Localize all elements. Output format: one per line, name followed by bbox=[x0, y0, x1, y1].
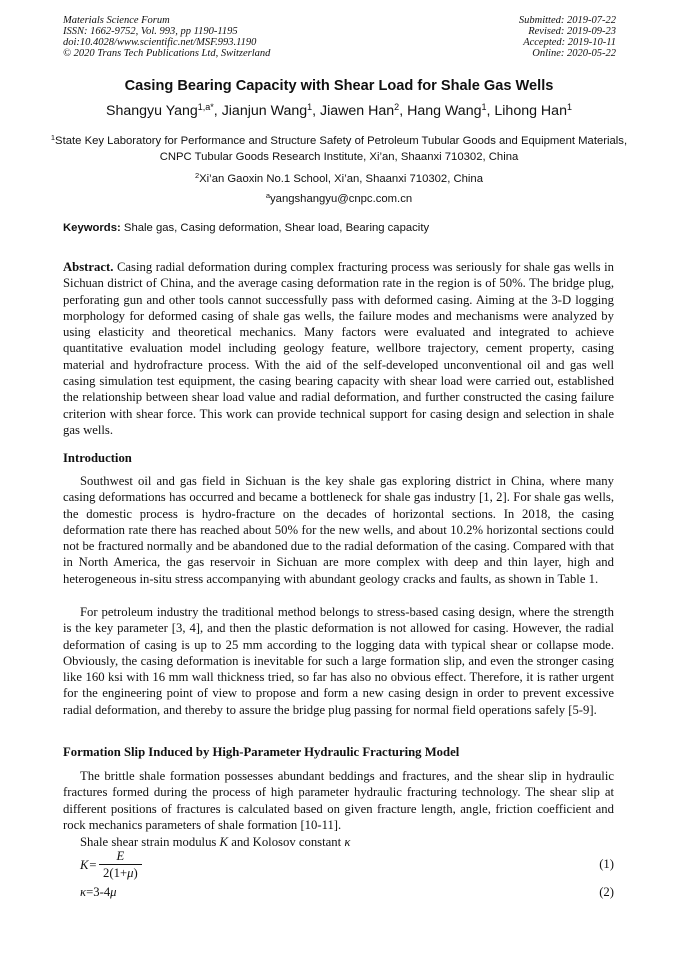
revised-date: Revised: 2019-09-23 bbox=[528, 26, 616, 37]
equation-1 bbox=[80, 848, 614, 884]
author-name: Jianjun Wang bbox=[221, 103, 308, 119]
doi-line: doi:10.4028/www.scientific.net/MSF.993.1190 bbox=[63, 37, 257, 48]
symbol-k: K bbox=[219, 835, 229, 849]
equation-1-expression bbox=[80, 848, 142, 882]
publication-dates bbox=[519, 15, 616, 59]
equation-text: =3-4 bbox=[86, 885, 111, 899]
equation-2 bbox=[80, 885, 614, 903]
denominator-text: ) bbox=[133, 866, 138, 880]
author-affiliation-mark: 1 bbox=[307, 102, 313, 112]
symbol-mu: μ bbox=[127, 866, 134, 880]
affiliation-text: Xi’an Gaoxin No.1 School, Xi’an, Shaanxi 710302, China bbox=[199, 173, 484, 185]
author-affiliation-mark: 1 bbox=[481, 102, 487, 112]
fraction bbox=[99, 848, 142, 882]
keywords-text: Shale gas, Casing deformation, Shear load, Bearing capacity bbox=[123, 222, 430, 234]
submitted-date: Submitted: 2019-07-22 bbox=[518, 15, 616, 26]
symbol-kappa: κ bbox=[80, 885, 87, 899]
author-email bbox=[40, 188, 638, 207]
intro-paragraph-2: For petroleum industry the traditional method belongs to stress-based casing design, where the strength is the key parameter [3, 4], and then the plastic deformation is not allowed for casing. However, the radial deformation of casing is up to 25 mm according to the logging data with typical shear or collapse mode. Obviously, the casing deformation is inevitable for such a large formation slip, and even the stronger casing like 160 ksi with 16 mm wall thickness tried, so far has also no obvious effect. Therefore, it is rather urgent for the engineering point of view to propose and form a new casing design in order to prevent excessive radial deformation, and thereby to assure the bridge plug passing for normal field operations safely [5-9]. bbox=[63, 605, 614, 717]
author-name: Hang Wang bbox=[407, 103, 482, 119]
keywords bbox=[63, 222, 623, 234]
fraction-denominator bbox=[99, 864, 142, 882]
copyright-line: © 2020 Trans Tech Publications Ltd, Switzerland bbox=[63, 48, 271, 59]
keywords-label: Keywords: bbox=[63, 222, 121, 234]
section-heading-introduction: Introduction bbox=[63, 451, 132, 465]
affiliation-mark: 2 bbox=[194, 171, 200, 180]
paper-title: Casing Bearing Capacity with Shear Load for Shale Gas Wells bbox=[124, 78, 554, 94]
online-date: Online: 2020-05-22 bbox=[532, 48, 616, 59]
author-name: Lihong Han bbox=[494, 103, 567, 119]
intro-paragraph-1: Southwest oil and gas field in Sichuan is the key shale gas exploring district in China, where many casing deformations has occurred and became a bottleneck for shale gas industry [1, 2]. For shale gas wells, the domestic process is hydro-fracture on the decades of horizontal sections. In 2018, the casing deformation rate there has reached about 50% for the new wells, and about 10.2% horizontal sections could not be fractured normally and be abandoned due to the radial deformation of the casing. Compared with that in North America, the gas reservoir in Sichuan are more complex with deep and thin layer, high and heterogeneous in-situ stress accompanying with abundant geology cracks and faults, as shown in Table 1. bbox=[63, 474, 614, 586]
abstract-label: Abstract. bbox=[63, 260, 114, 274]
author-name: Jiawen Han bbox=[320, 103, 395, 119]
fraction-numerator: E bbox=[116, 849, 125, 863]
accepted-date: Accepted: 2019-10-11 bbox=[523, 37, 616, 48]
issn-line: ISSN: 1662-9752, Vol. 993, pp 1190-1195 bbox=[63, 26, 238, 37]
symbol-mu: μ bbox=[110, 885, 117, 899]
abstract-text: Casing radial deformation during complex fracturing process was seriously for shale gas wells in Sichuan district of China, and the average casing deformation rate in the region is of 50%. The bridge plug, perforating gun and other tools cannot successfully pass with deformed casing. Aiming at the 3-D logging morphology for deformed casing of shale gas wells, the failure modes and mechanisms were analyzed by using elasticity and theoretical mechanics. Many factors were evaluated and integrated to achieve quantitative evaluation model including geology feature, wellbore trajectory, cement property, casing material and hydrofracture process. With the aid of the self-developed unconventional oil and gas well casing simulation test equipment, the casing bearing capacity with shear load were carried out, established the relationship between shear load value and radial deformation, and further constructed the casing failure criterion with shear force. This work can provide technical support for casing design and selection in shale gas wells. bbox=[63, 260, 615, 437]
affiliation-text: State Key Laboratory for Performance and Structure Safety of Petroleum Tubular Goods and Equipment Materials, CNPC Tubular Goods Research Institute, Xi’an, Shaanxi 710302, China bbox=[55, 135, 628, 163]
equation-number: (2) bbox=[599, 885, 614, 899]
author-name: Shangyu Yang bbox=[106, 103, 198, 119]
affiliation-1 bbox=[40, 130, 638, 165]
equation-1-lhs: K= bbox=[80, 857, 98, 872]
affiliation-2 bbox=[40, 168, 638, 187]
denominator-text: 2(1+ bbox=[103, 866, 128, 880]
affiliation-mark: 1 bbox=[50, 133, 56, 142]
equation-number: (1) bbox=[599, 857, 614, 871]
symbol-kappa: κ bbox=[344, 835, 351, 849]
abstract bbox=[63, 259, 614, 438]
text-run: and Kolosov constant bbox=[228, 835, 345, 849]
author-affiliation-mark: 2 bbox=[394, 102, 400, 112]
text-run: Shale shear strain modulus bbox=[80, 835, 220, 849]
section-heading-formation-slip: Formation Slip Induced by High-Parameter Hydraulic Fracturing Model bbox=[63, 745, 460, 759]
author-affiliation-mark: 1 bbox=[566, 102, 572, 112]
journal-info bbox=[63, 15, 270, 59]
equation-2-expression bbox=[80, 885, 117, 900]
author-affiliation-mark: 1,a* bbox=[197, 102, 214, 112]
journal-name: Materials Science Forum bbox=[63, 15, 170, 26]
email-mark: a bbox=[265, 191, 271, 200]
formation-paragraph-1: The brittle shale formation possesses abundant beddings and fractures, and the shear slip in hydraulic fractures formed during the process of high parameter hydraulic fracturing technology. The shear slip at different positions of fractures is calculated based on given fracture length, angle, friction coefficient and rock mechanics parameters of shale formation [10-11]. bbox=[63, 769, 614, 832]
email-address: yangshangyu@cnpc.com.cn bbox=[270, 193, 413, 205]
author-list: Shangyu Yang$^{1,a*}$, Jianjun Wang$^1$, Jiawen Han$^2$, Hang Wang$^1$, Lihong Han$^1$ bbox=[106, 102, 572, 119]
